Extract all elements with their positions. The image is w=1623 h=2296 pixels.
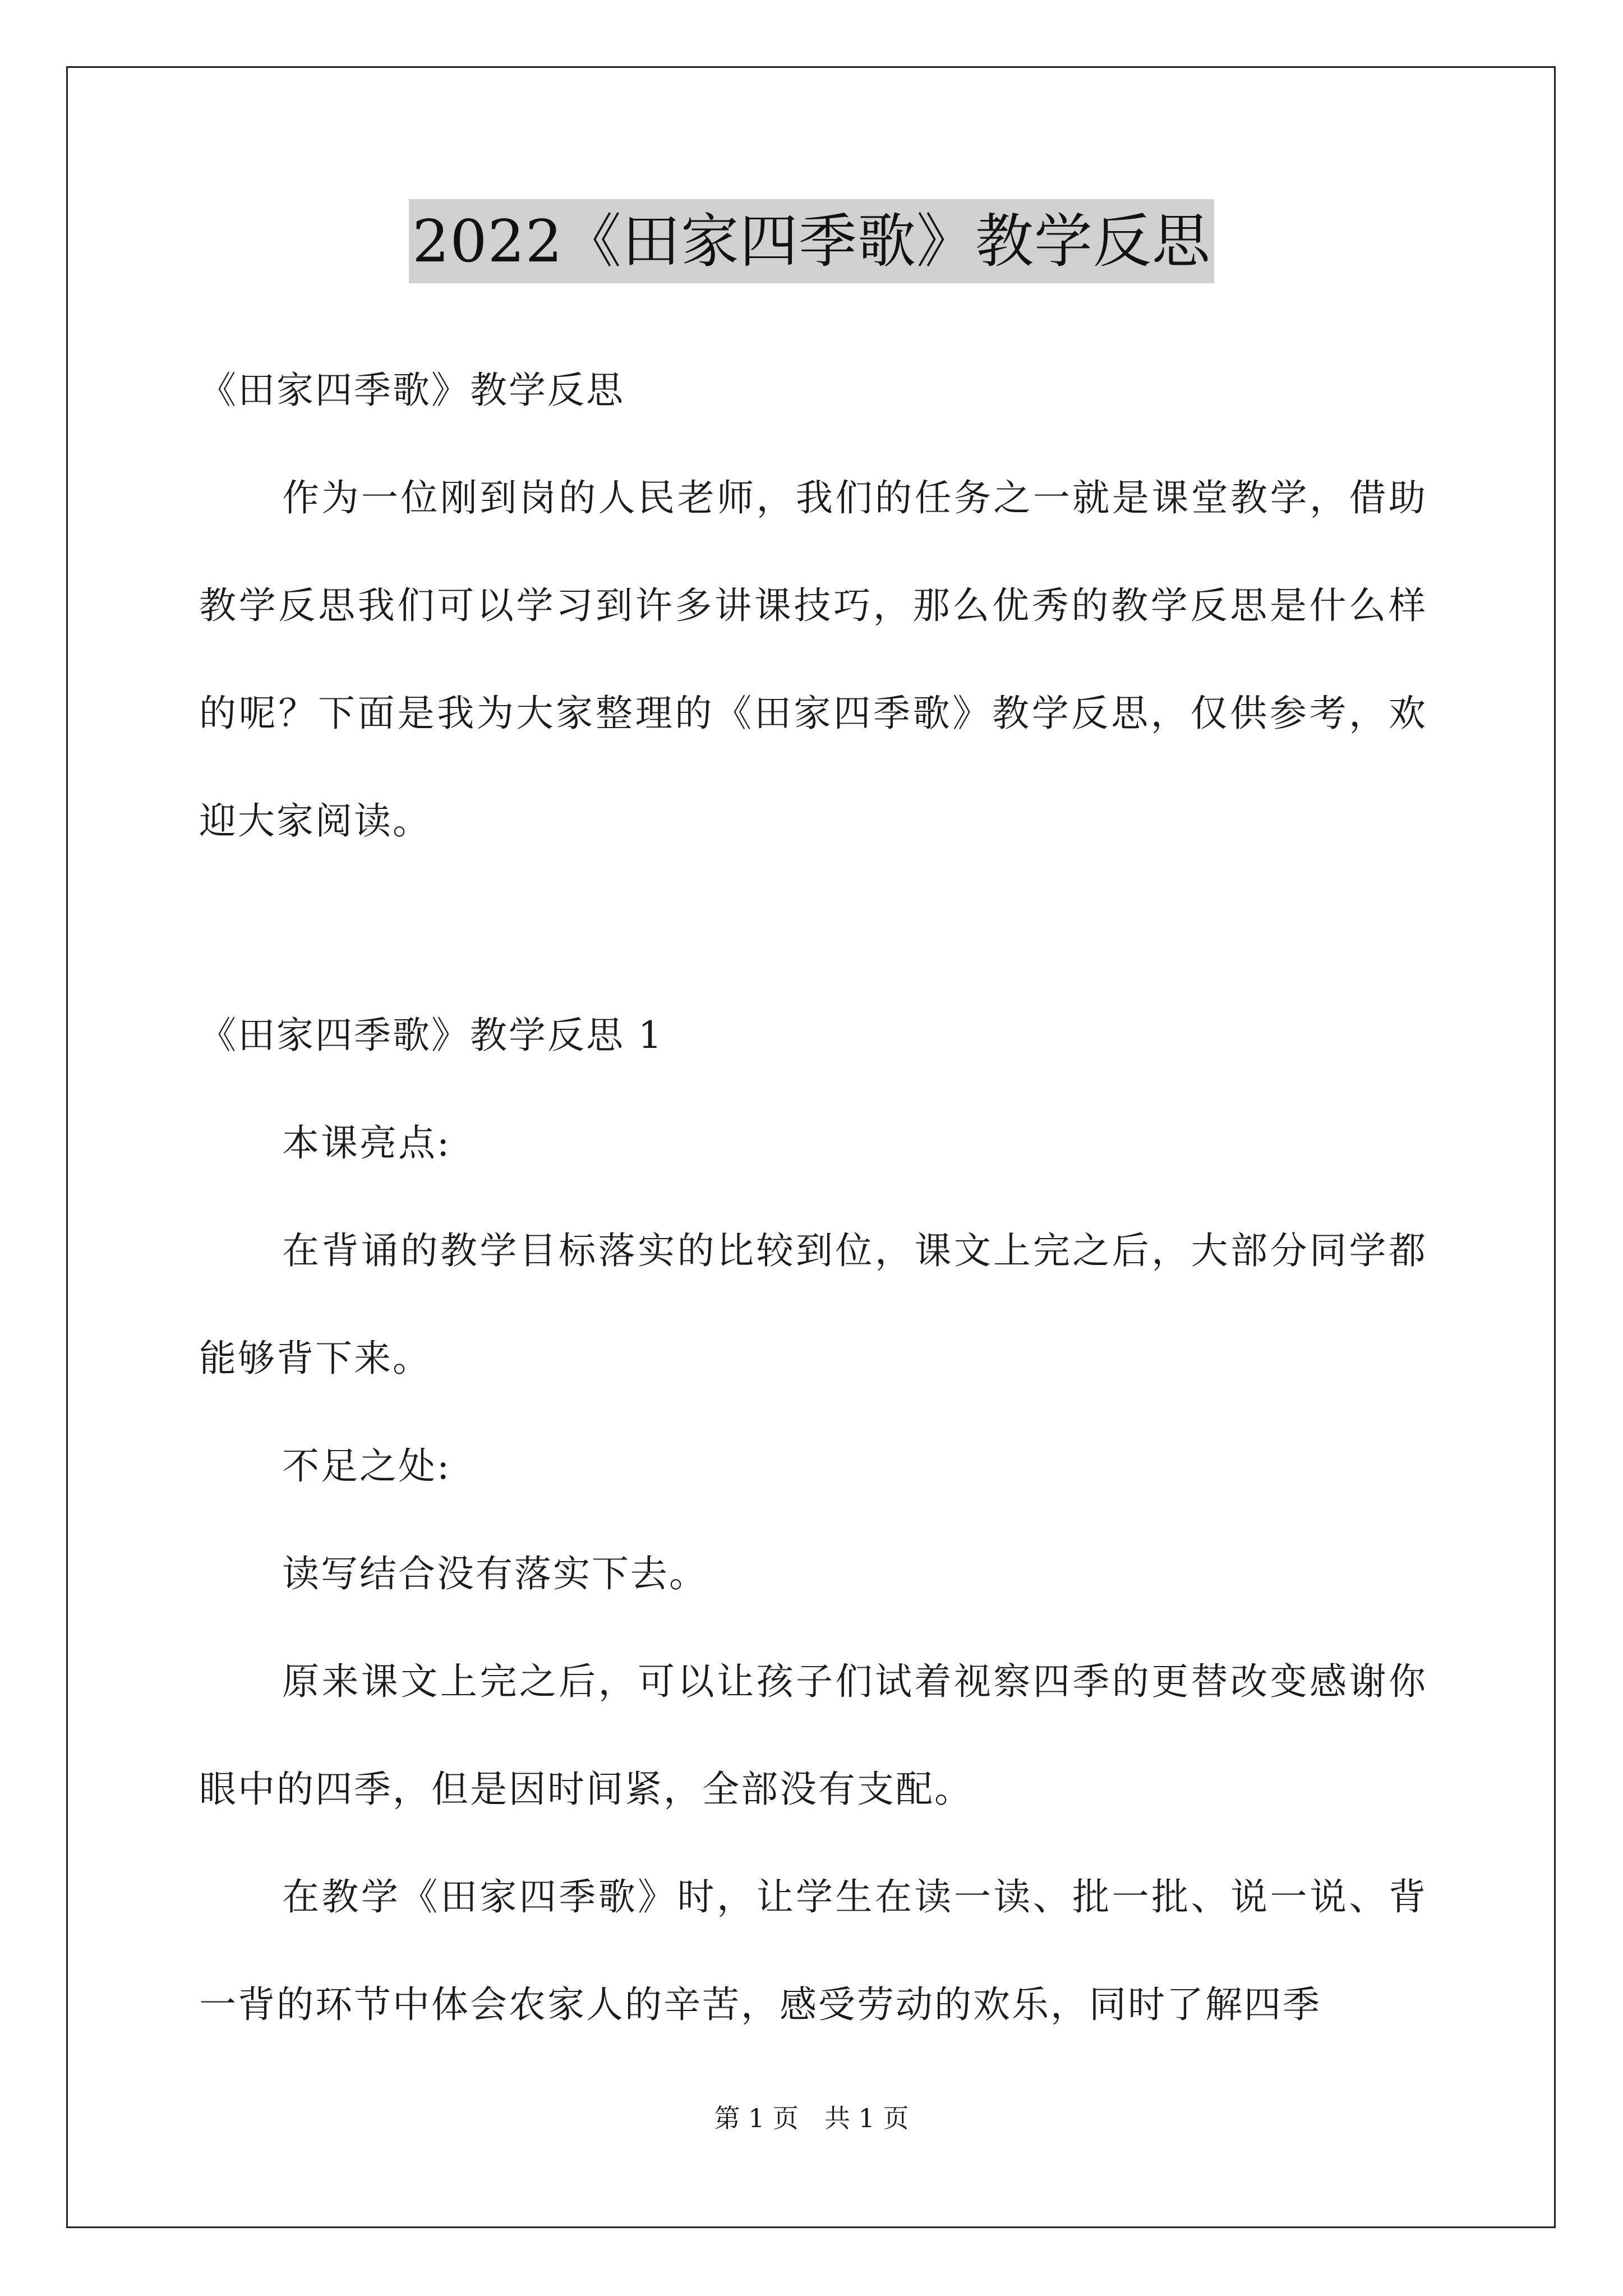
page-number-footer: 第 1 页 共 1 页 <box>714 2103 909 2133</box>
document-title: 2022《田家四季歌》教学反思 <box>409 199 1214 283</box>
intro-paragraph: 作为一位刚到岗的人民老师，我们的任务之一就是课堂教学，借助教学反思我们可以学习到许多讲课技巧，那么优秀的教学反思是什么样的呢？下面是我为大家整理的《田家四季歌》教学反思，仅供参考，欢迎大家阅读。 <box>199 476 1427 843</box>
teaching-paragraph: 在教学《田家四季歌》时，让学生在读一读、批一批、说一说、背一背的环节中体会农家人的辛苦，感受劳动的欢乐，同时了解四季 <box>199 1875 1427 2026</box>
section-spacer <box>199 875 1427 982</box>
shortcoming-label: 不足之处: <box>282 1444 451 1488</box>
intro-heading: 《田家四季歌》教学反思 <box>199 369 625 412</box>
highlight-label: 本课亮点: <box>282 1121 451 1165</box>
highlight-paragraph: 在背诵的教学目标落实的比较到位，课文上完之后，大部分同学都能够背下来。 <box>199 1229 1427 1380</box>
title-container <box>0 199 1623 283</box>
improvement-paragraph: 原来课文上完之后，可以让孩子们试着视察四季的更替改变感谢你眼中的四季，但是因时间紧，全部没有支配。 <box>199 1660 1427 1811</box>
section-heading: 《田家四季歌》教学反思 1 <box>199 1014 663 1057</box>
shortcoming-paragraph: 读写结合没有落实下去。 <box>282 1552 708 1595</box>
document-body <box>199 337 1427 2059</box>
